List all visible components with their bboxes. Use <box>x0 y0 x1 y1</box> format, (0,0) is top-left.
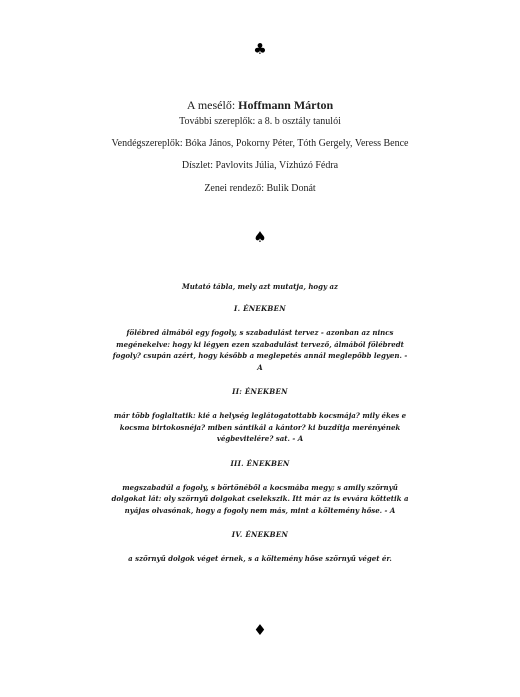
canto-summary-1: fölébred álmából egy fogoly, s szabadulást tervez - azonban az nincs megénekelve: hogy ki légyen ezen szabadulást tervező, álmából fölébredt fogoly? csupán azért, hogy később a meglepetés annál meglepőbb legyen. - A <box>112 328 408 372</box>
guest-cast-line: Vendégszereplők: Bóka János, Pokorny Péter, Tóth Gergely, Veress Bence <box>111 138 409 150</box>
canto-heading-1: I. ÉNEKBEN <box>234 304 286 313</box>
music-director-line: Zenei rendező: Bulik Donát <box>204 182 316 194</box>
canto-heading-3: III. ÉNEKBEN <box>230 458 290 468</box>
narrator-name: Hoffmann Márton <box>238 98 334 112</box>
narrator-label: A mesélő: <box>186 98 236 112</box>
further-cast-line: További szereplők: a 8. b osztály tanulói <box>179 116 341 127</box>
canto-heading-4: IV. ÉNEKBEN <box>231 530 289 539</box>
canto-summary-2: már több foglaltatik: kié a helység leglátogatottabb kocsmája? mily ékes e kocsma birtokosnéja? miben sántikál a kántor? ki buzdítja merényének végbevitelére? sat. - A <box>113 411 407 443</box>
spade-suit-icon: ♠ <box>253 228 267 246</box>
scenery-line: Díszlet: Pavlovits Júlia, Vízhúzó Fédra <box>181 160 339 172</box>
canto-summary-4: a szörnyű dolgok véget érnek, s a költemény hőse szörnyű véget ér. <box>128 554 392 563</box>
diamond-suit-icon: ♦ <box>253 621 267 639</box>
narrator-line <box>0 97 520 113</box>
club-suit-icon: ♣ <box>253 40 267 58</box>
canto-heading-2: II: ÉNEKBEN <box>232 387 288 396</box>
canto-summary-3: megszabadúl a fogoly, s börtönéből a kocsmába megy; s amily szörnyű dolgokat lát: oly szörnyű dolgokat cselekszik. Itt már az is evvára köttetik a nyájas olvasónak, hogy a fogoly nem más, mint a költemény hőse. - A <box>111 482 409 515</box>
contents-block <box>0 282 520 579</box>
credits-block <box>0 97 520 206</box>
contents-intro: Mutató tábla, mely azt mutatja, hogy az <box>182 282 338 291</box>
